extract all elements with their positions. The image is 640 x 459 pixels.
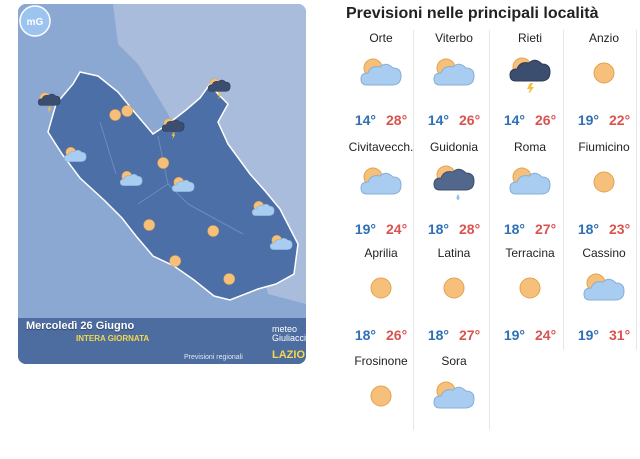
temperature-range bbox=[493, 221, 567, 237]
region-name: LAZIO bbox=[272, 349, 305, 361]
sun-icon bbox=[110, 110, 121, 121]
lazio-map-graphic bbox=[18, 4, 306, 364]
city-card[interactable] bbox=[567, 140, 640, 245]
min-temperature: 18° bbox=[503, 221, 525, 237]
city-name: Frosinone bbox=[354, 354, 408, 368]
city-card[interactable] bbox=[417, 140, 491, 245]
sun-icon bbox=[224, 274, 235, 285]
temperature-range bbox=[567, 221, 640, 237]
city-card[interactable] bbox=[567, 246, 640, 351]
temperature-range bbox=[417, 327, 491, 343]
min-temperature: 14° bbox=[503, 112, 525, 128]
brand-line-1: meteo bbox=[272, 324, 298, 334]
min-temperature: 19° bbox=[577, 112, 599, 128]
svg-text:mG: mG bbox=[26, 17, 44, 28]
city-name: Latina bbox=[437, 246, 471, 260]
sun-cloud-shower-icon bbox=[430, 162, 478, 202]
sun-cloud-storm-icon bbox=[506, 53, 554, 93]
city-card[interactable] bbox=[344, 140, 418, 245]
map-period: INTERA GIORNATA bbox=[76, 334, 150, 343]
brand-line-2: Giuliacci bbox=[272, 333, 306, 343]
max-temperature: 31° bbox=[609, 327, 631, 343]
sun-icon bbox=[144, 220, 155, 231]
max-temperature: 24° bbox=[386, 221, 408, 237]
meteo-logo-icon bbox=[18, 4, 52, 38]
sun-cloud-icon bbox=[357, 53, 405, 93]
sun-cloud-icon bbox=[506, 162, 554, 202]
min-temperature: 14° bbox=[427, 112, 449, 128]
min-temperature: 18° bbox=[427, 327, 449, 343]
city-name: Anzio bbox=[588, 31, 620, 45]
sun-icon bbox=[357, 268, 405, 308]
max-temperature: 26° bbox=[459, 112, 481, 128]
min-temperature: 19° bbox=[577, 327, 599, 343]
min-temperature: 18° bbox=[354, 327, 376, 343]
max-temperature: 28° bbox=[459, 221, 481, 237]
max-temperature: 23° bbox=[609, 221, 631, 237]
max-temperature: 27° bbox=[535, 221, 557, 237]
sun-icon bbox=[158, 158, 169, 169]
sun-cloud-icon bbox=[357, 162, 405, 202]
max-temperature: 28° bbox=[386, 112, 408, 128]
panel-title: Previsioni nelle principali località bbox=[346, 5, 599, 22]
temperature-range bbox=[417, 112, 491, 128]
city-card[interactable] bbox=[417, 31, 491, 136]
city-name: Orte bbox=[369, 31, 393, 45]
max-temperature: 26° bbox=[535, 112, 557, 128]
city-name: Viterbo bbox=[435, 31, 473, 45]
sun-cloud-icon bbox=[430, 53, 478, 93]
sun-icon bbox=[122, 106, 133, 117]
min-temperature: 18° bbox=[427, 221, 449, 237]
city-card[interactable] bbox=[567, 31, 640, 136]
city-card[interactable] bbox=[344, 246, 418, 351]
region-map bbox=[18, 4, 306, 364]
city-name: Aprilia bbox=[364, 246, 398, 260]
max-temperature: 26° bbox=[386, 327, 408, 343]
city-name: Rieti bbox=[517, 31, 542, 45]
city-card[interactable] bbox=[493, 31, 567, 136]
sun-icon bbox=[580, 162, 628, 202]
sun-icon bbox=[170, 256, 181, 267]
temperature-range bbox=[567, 327, 640, 343]
temperature-range bbox=[493, 112, 567, 128]
min-temperature: 18° bbox=[577, 221, 599, 237]
sun-icon bbox=[208, 226, 219, 237]
max-temperature: 27° bbox=[459, 327, 481, 343]
min-temperature: 14° bbox=[354, 112, 376, 128]
city-card[interactable] bbox=[344, 31, 418, 136]
city-card[interactable] bbox=[417, 354, 491, 459]
brand-name bbox=[272, 325, 306, 343]
temperature-range bbox=[344, 112, 418, 128]
max-temperature: 24° bbox=[535, 327, 557, 343]
sun-icon bbox=[430, 268, 478, 308]
city-name: Terracina bbox=[505, 246, 555, 260]
city-card[interactable] bbox=[417, 246, 491, 351]
sun-icon bbox=[580, 53, 628, 93]
min-temperature: 19° bbox=[354, 221, 376, 237]
sun-icon bbox=[357, 376, 405, 416]
sun-cloud-icon bbox=[580, 268, 628, 308]
city-card[interactable] bbox=[493, 140, 567, 245]
city-name: Civitavecch. bbox=[348, 140, 414, 154]
city-name: Guidonia bbox=[429, 140, 479, 154]
temperature-range bbox=[567, 112, 640, 128]
city-name: Cassino bbox=[582, 246, 626, 260]
sun-cloud-icon bbox=[430, 376, 478, 416]
sun-icon bbox=[506, 268, 554, 308]
min-temperature: 19° bbox=[503, 327, 525, 343]
temperature-range bbox=[417, 221, 491, 237]
temperature-range bbox=[344, 221, 418, 237]
temperature-range bbox=[493, 327, 567, 343]
temperature-range bbox=[344, 327, 418, 343]
city-name: Roma bbox=[513, 140, 546, 154]
map-date: Mercoledì 26 Giugno bbox=[26, 320, 135, 332]
max-temperature: 22° bbox=[609, 112, 631, 128]
city-name: Fiumicino bbox=[578, 140, 630, 154]
city-card[interactable] bbox=[344, 354, 418, 459]
city-name: Sora bbox=[441, 354, 467, 368]
city-card[interactable] bbox=[493, 246, 567, 351]
regional-label: Previsioni regionali bbox=[184, 354, 243, 361]
